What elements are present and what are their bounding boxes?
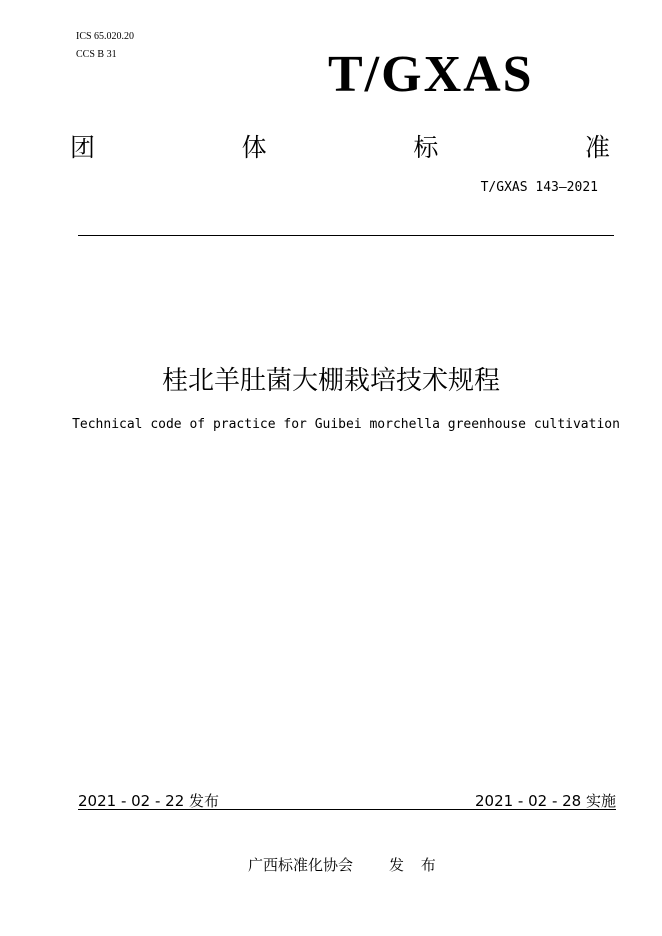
category-char: 体 <box>241 133 267 162</box>
footer-divider <box>78 809 616 810</box>
standard-number: T/GXAS 143—2021 <box>480 180 598 195</box>
ics-code: ICS 65.020.20 <box>76 31 135 42</box>
category-char: 标 <box>413 133 439 162</box>
category-char: 团 <box>70 133 96 162</box>
issue-label: 发 布 <box>389 856 442 874</box>
issuing-organization: 广西标准化协会 <box>248 856 354 874</box>
category-char: 准 <box>584 133 610 162</box>
document-title-english: Technical code of practice for Guibei morchella greenhouse cultivation <box>72 417 620 432</box>
standard-category <box>70 128 610 164</box>
header-divider <box>78 235 614 236</box>
implementation-date: 2021 - 02 - 28 实施 <box>474 792 616 810</box>
document-title-chinese: 桂北羊肚菌大棚栽培技术规程 <box>161 366 500 396</box>
standard-brand: T/GXAS <box>328 46 534 103</box>
ccs-code: CCS B 31 <box>76 49 117 60</box>
publish-date: 2021 - 02 - 22 发布 <box>78 792 220 810</box>
